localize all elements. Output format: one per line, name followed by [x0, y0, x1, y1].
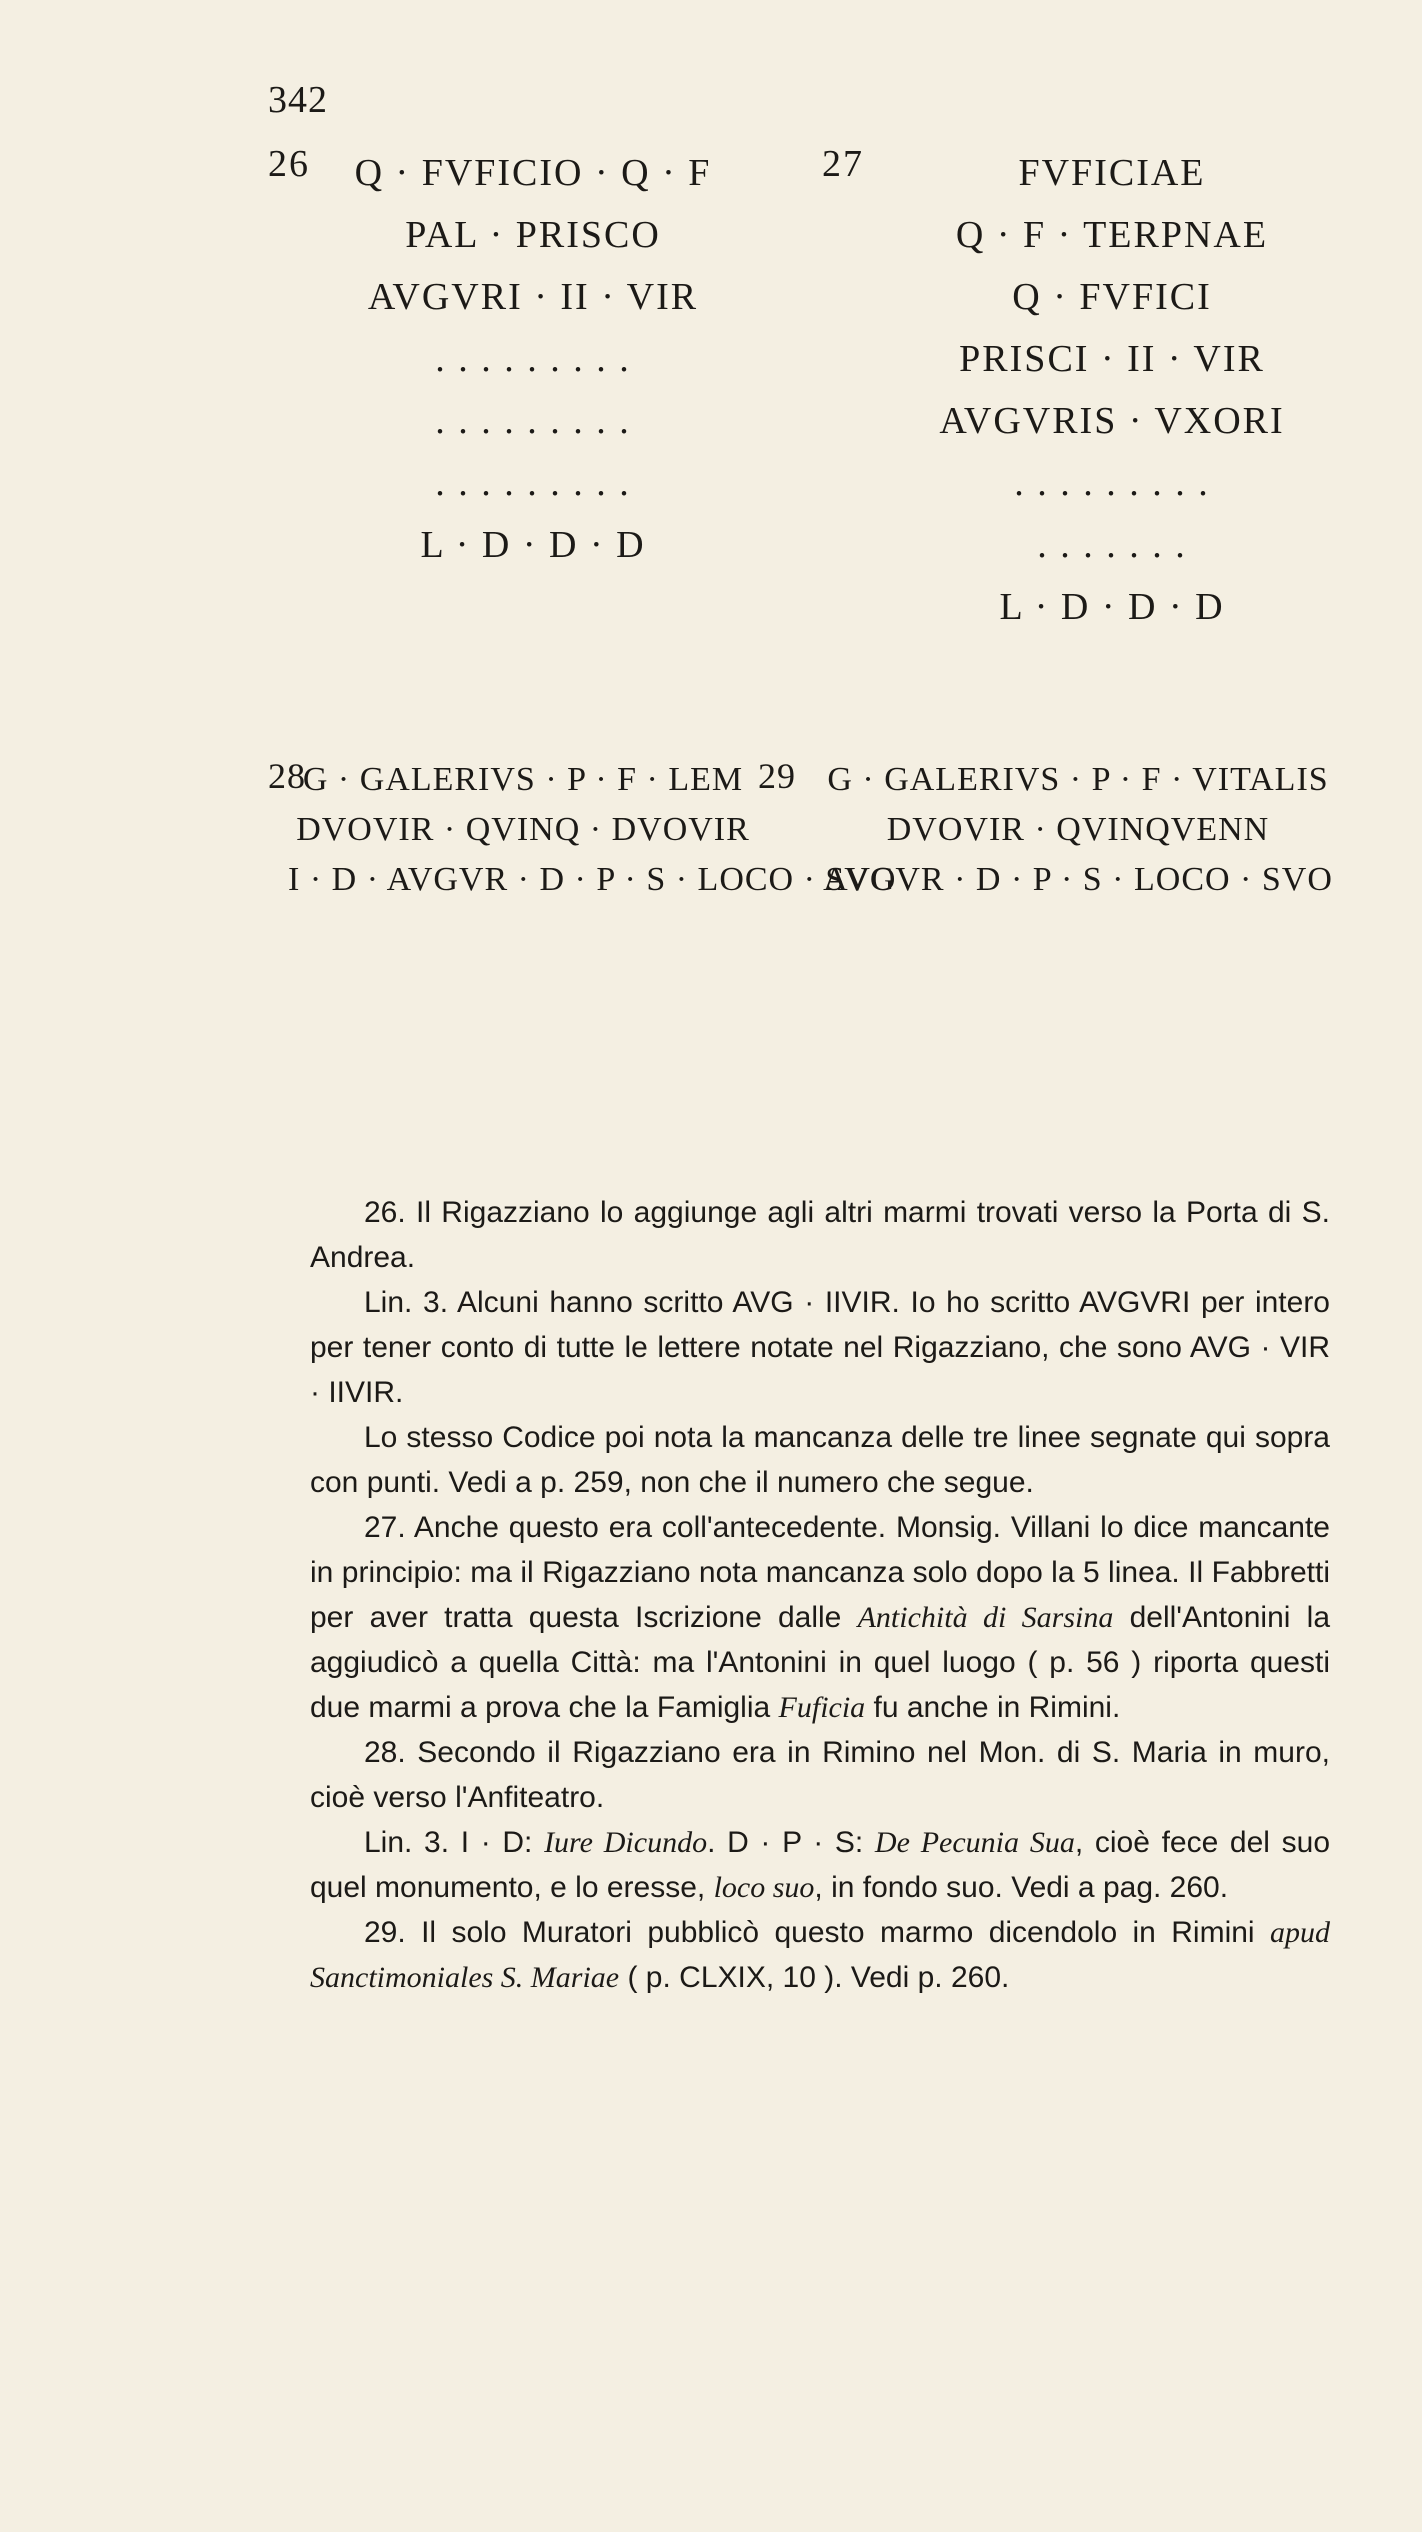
inscription-line: AVGVRI · II · VIR — [367, 276, 699, 318]
inscription-line: Q · FVFICI — [1012, 276, 1212, 318]
inscription-line: G · GALERIVS · P · F · VITALIS — [827, 761, 1329, 798]
note-29: 29. Il solo Muratori pubblicò questo marmo dicendolo in Rimini apud Sanctimoniales S. Mariae ( p. CLXIX, 10 ). Vedi p. 260. — [310, 1916, 1330, 1994]
note-28: 28. Secondo il Rigazziano era in Rimino nel Mon. di S. Maria in muro, cioè verso l'Anfiteatro. — [310, 1736, 1330, 1814]
inscription-line: DVOVIR · QVINQVENN — [886, 811, 1270, 848]
inscription-line: G · GALERIVS · P · F · LEM — [302, 761, 744, 798]
inscription-line: DVOVIR · QVINQ · DVOVIR — [296, 811, 750, 848]
page-number: 342 — [268, 79, 328, 121]
note-26-line3: Lin. 3. Alcuni hanno scritto AVG · IIVIR. Io ho scritto AVGVRI per intero per tener conto di tutte le lettere notate nel Rigazziano, che sono AVG · VIR · IIVIR. — [310, 1286, 1330, 1409]
note-27: 27. Anche questo era coll'antecedente. Monsig. Villani lo dice mancante in principio: ma il Rigazziano nota mancanza solo dopo la 5 linea. Il Fabbretti per aver tratta questa Iscrizione dalle Antichità di Sarsina dell'Antonini la aggiudicò a quella Città: ma l'Antonini in quel luogo ( p. 56 ) riporta questi due marmi a prova che la Famiglia Fuficia fu anche in Rimini. — [310, 1511, 1331, 1724]
inscription-number: 26 — [268, 143, 310, 185]
inscription-line: PRISCI · II · VIR — [959, 338, 1265, 380]
inscription-line: . . . . . . . . . — [435, 338, 631, 380]
inscription-line: . . . . . . . . . — [1014, 462, 1210, 504]
inscription-line: . . . . . . . . . — [435, 462, 631, 504]
inscription-line: . . . . . . . . . — [435, 400, 631, 442]
inscription-line: AVGVR · D · P · S · LOCO · SVO — [823, 861, 1333, 898]
inscription-line: AVGVRIS · VXORI — [939, 400, 1285, 442]
inscription-line: L · D · D · D — [420, 524, 646, 566]
inscription-number: 29 — [758, 756, 796, 796]
italic-title: Antichità di Sarsina — [857, 1601, 1114, 1634]
note-26: 26. Il Rigazziano lo aggiunge agli altri marmi trovati verso la Porta di S. Andrea. — [310, 1196, 1330, 1274]
italic-name: Fuficia — [778, 1691, 866, 1724]
inscription-number: 27 — [822, 143, 864, 185]
inscription-line: . . . . . . . — [1037, 524, 1187, 566]
note-26-codex: Lo stesso Codice poi nota la mancanza delle tre linee segnate qui sopra con punti. Vedi a p. 259, non che il numero che segue. — [310, 1421, 1330, 1499]
inscription-line: I · D · AVGVR · D · P · S · LOCO · SVO — [288, 861, 897, 898]
inscription-line: Q · FVFICIO · Q · F — [354, 152, 712, 194]
note-28-line3: Lin. 3. I · D: Iure Dicundo. D · P · S: De Pecunia Sua, cioè fece del suo quel monumento, e lo eresse, loco suo, in fondo suo. Vedi a pag. 260. — [310, 1826, 1331, 1904]
commentary-notes — [310, 1190, 1330, 2000]
inscription-line: PAL · PRISCO — [405, 214, 661, 256]
inscription-line: L · D · D · D — [999, 586, 1225, 628]
inscription-line: FVFICIAE — [1018, 152, 1206, 194]
inscription-line: Q · F · TERPNAE — [955, 214, 1269, 256]
inscription-number: 28 — [268, 756, 306, 796]
